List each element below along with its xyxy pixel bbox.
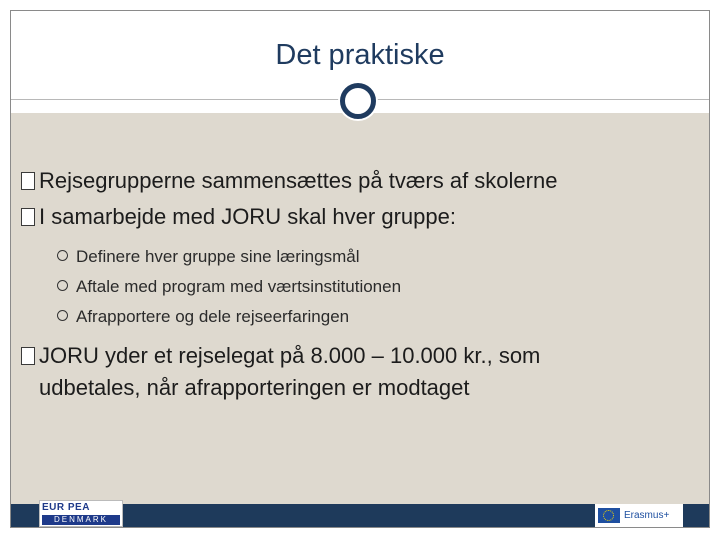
logo-top-text: EUR PEA	[42, 502, 90, 513]
bullet-box-icon	[21, 347, 35, 365]
circle-bullet-icon	[57, 310, 68, 321]
circle-bullet-icon	[57, 250, 68, 261]
circle-bullet-icon	[57, 280, 68, 291]
slide	[10, 10, 710, 528]
erasmus-label: Erasmus+	[624, 510, 670, 521]
bullet-1	[21, 165, 681, 197]
bullet-3-text-line1: JORU yder et rejselegat på 8.000 – 10.000 kr., som	[39, 343, 541, 368]
ring-icon	[338, 81, 378, 121]
erasmus-logo	[595, 504, 683, 527]
ring-inner-icon	[340, 83, 376, 119]
bullet-box-icon	[21, 172, 35, 190]
bullet-1-text: Rejsegrupperne sammensættes på tværs af skolerne	[39, 168, 558, 193]
bullet-box-icon	[21, 208, 35, 226]
sub-bullet-2-text: Aftale med program med værtsinstitutionen	[76, 277, 402, 296]
eu-flag-icon	[598, 508, 620, 523]
bullet-3-text-line2: udbetales, når afrapporteringen er modtaget	[39, 375, 470, 400]
sub-bullet-3	[57, 305, 657, 329]
sub-bullet-1-text: Definere hver gruppe sine læringsmål	[76, 247, 360, 266]
bullet-2	[21, 201, 681, 233]
slide-title: Det praktiske	[275, 39, 445, 71]
bullet-2-text: I samarbejde med JORU skal hver gruppe:	[39, 204, 456, 229]
sub-bullet-3-text: Afrapportere og dele rejseerfaringen	[76, 307, 350, 326]
bullet-3-continued	[39, 372, 699, 404]
sub-bullet-1	[57, 245, 657, 269]
sub-bullet-2	[57, 275, 657, 299]
europea-denmark-logo	[39, 500, 123, 527]
logo-bottom-text: DENMARK	[42, 515, 120, 525]
bullet-3	[21, 340, 681, 372]
